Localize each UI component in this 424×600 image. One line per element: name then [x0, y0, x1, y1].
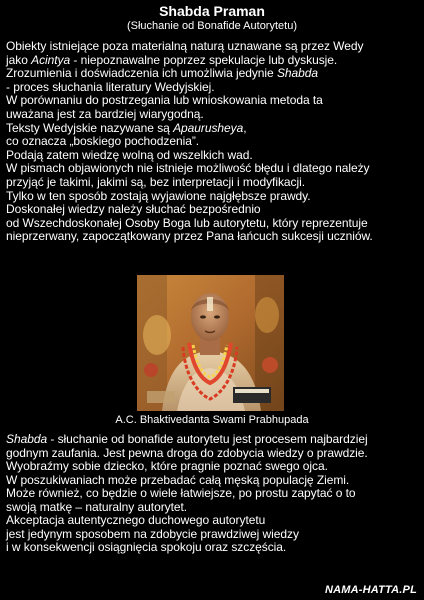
text-segment: ,	[243, 120, 247, 135]
intro-line	[6, 67, 422, 81]
photo-caption: A.C. Bhaktivedanta Swami Prabhupada	[115, 414, 309, 426]
page-subtitle: (Słuchanie od Bonafide Autorytetu)	[126, 20, 297, 32]
intro-line	[6, 108, 422, 122]
text-segment: uważana jest za bardziej wiarygodną.	[6, 106, 204, 121]
intro-line	[6, 190, 422, 204]
text-segment: swoją matkę – naturalny autorytet.	[6, 499, 188, 514]
body-line	[6, 528, 422, 542]
italic-term: Shabda	[6, 432, 48, 446]
body-line	[6, 460, 422, 474]
intro-line	[6, 135, 422, 149]
text-segment: - proces słuchania literatury Wedyjskiej.	[6, 79, 215, 94]
text-segment: Doskonałej wiedzy należy słuchać bezpośrednio	[6, 202, 261, 217]
text-segment: przyjąć je takimi, jakimi są, bez interpretacji i modyfikacji.	[6, 174, 305, 189]
text-segment: Obiekty istniejące poza materialną naturą uznawane są przez Wedy	[6, 39, 364, 53]
text-segment: Wyobraźmy sobie dziecko, które pragnie poznać swego ojca.	[6, 459, 328, 474]
intro-line	[6, 217, 422, 231]
body-line	[6, 487, 422, 501]
body-line	[6, 474, 422, 488]
intro-line	[6, 122, 422, 136]
text-segment: Może również, co będzie o wiele łatwiejsze, po prostu zapytać o to	[6, 486, 356, 501]
italic-term: Apaurusheya	[173, 120, 244, 135]
intro-paragraph	[6, 40, 422, 244]
text-segment: Akceptacja autentycznego duchowego autorytetu	[6, 513, 266, 528]
text-segment: W porównaniu do postrzegania lub wnioskowania metoda ta	[6, 93, 323, 108]
page-title: Shabda Praman	[159, 3, 265, 19]
body-line	[6, 433, 422, 447]
text-segment: W poszukiwaniach może przebadać całą męską populację Ziemi.	[6, 472, 350, 487]
italic-term: Acintya	[31, 52, 71, 67]
body-line	[6, 447, 422, 461]
text-segment: Zrozumienia i doświadczenia ich umożliwia jedynie	[6, 66, 277, 81]
intro-line	[6, 203, 422, 217]
intro-line	[6, 176, 422, 190]
intro-line	[6, 149, 422, 163]
text-segment: - słuchanie od bonafide autorytetu jest procesem najbardziej	[47, 432, 368, 446]
italic-term: Shabda	[276, 66, 319, 81]
body-line	[6, 501, 422, 515]
text-segment: - niepoznawalne poprzez spekulacje lub dyskusje.	[70, 52, 338, 67]
text-segment: i w konsekwencji osiągnięcia spokoju oraz szczęścia.	[6, 540, 287, 555]
text-segment: od Wszechdoskonałej Osoby Boga lub autorytetu, który reprezentuje	[6, 215, 368, 230]
text-segment: W pismach objawionych nie istnieje możliwość błędu i dlatego należy	[6, 161, 370, 176]
text-segment: godnym zaufania. Jest pewna droga do zdobycia wiedzy o prawdzie.	[6, 445, 368, 460]
body-line	[6, 541, 422, 555]
text-segment: nieprzerwany, zapoczątkowany przez Pana łańcuch sukcesji uczniów.	[6, 229, 373, 244]
text-segment: Podają zatem wiedzę wolną od wszelkich wad.	[6, 147, 253, 162]
intro-line	[6, 230, 422, 244]
text-segment: co oznacza „boskiego pochodzenia”.	[6, 134, 200, 149]
intro-line	[6, 162, 422, 176]
body-line	[6, 514, 422, 528]
text-segment: jest jedynym sposobem na zdobycie prawdziwej wiedzy	[6, 526, 299, 541]
intro-line	[6, 81, 422, 95]
portrait-photo	[137, 275, 284, 411]
intro-line	[6, 54, 422, 68]
intro-line	[6, 40, 422, 54]
site-watermark: NAMA-HATTA.PL	[324, 584, 417, 596]
intro-line	[6, 94, 422, 108]
body-paragraph	[6, 433, 422, 555]
text-segment: Teksty Wedyjskie nazywane są	[6, 120, 174, 135]
text-segment: jako	[6, 52, 32, 67]
text-segment: Tylko w ten sposób zostają wyjawione najgłębsze prawdy.	[6, 188, 311, 203]
